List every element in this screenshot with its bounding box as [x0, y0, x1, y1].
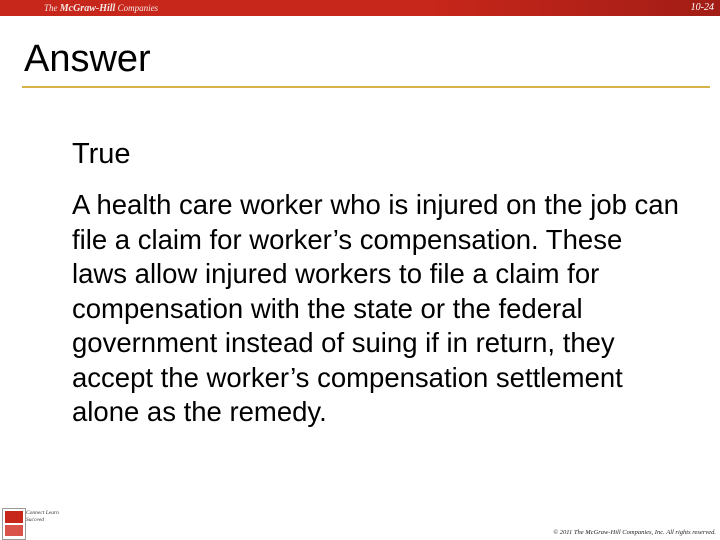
publisher-name: McGraw-Hill [59, 3, 116, 14]
header-bar [0, 0, 720, 16]
slide-title: Answer [24, 38, 151, 80]
publisher-logo [44, 1, 158, 15]
publisher-prefix: The [44, 3, 58, 13]
publisher-suffix: Companies [117, 3, 159, 13]
slide-number: 10-24 [690, 2, 714, 13]
answer-body: A health care worker who is injured on the job can file a claim for worker’s compensation. These laws allow injured workers to file a claim for compensation with the state or the federal government instead of suing if in return, they accept the worker’s compensation settlement alone as the remedy. [72, 189, 679, 427]
mcgraw-hill-logo-icon [2, 508, 26, 540]
logo-tagline: Connect Learn Succeed [26, 510, 59, 523]
copyright-notice: © 2011 The McGraw-Hill Companies, Inc. All rights reserved. [553, 529, 716, 536]
title-divider [22, 86, 710, 88]
answer-heading: True [72, 138, 131, 170]
